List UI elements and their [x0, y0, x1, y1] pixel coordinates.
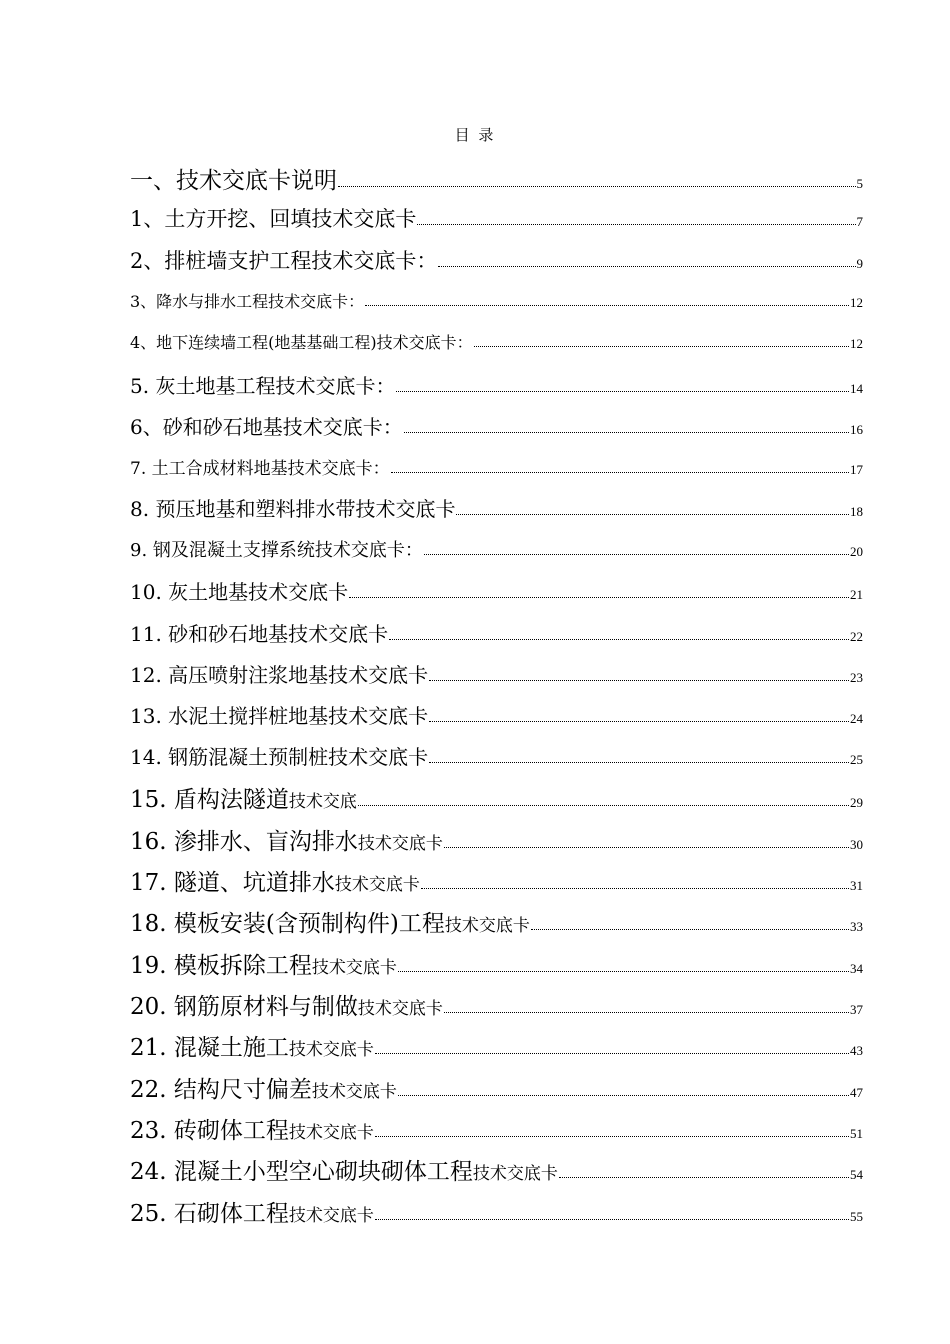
toc-entry[interactable]: [130, 203, 863, 233]
toc-entry-label: 13. 水泥土搅拌桩地基技术交底卡: [130, 704, 429, 728]
toc-entry-label: 16. 渗排水、盲沟排水: [130, 829, 358, 855]
toc-entry-suffix: 技术交底卡: [288, 1123, 374, 1143]
toc-entry-label: 3、降水与排水工程技术交底卡：: [130, 292, 365, 311]
toc-entry-suffix: 技术交底卡: [288, 1040, 374, 1060]
dot-leader: [421, 887, 849, 889]
dot-leader: [358, 804, 849, 806]
toc-entry-label: 19. 模板拆除工程: [130, 953, 312, 979]
dot-leader: [391, 471, 849, 473]
toc-entry[interactable]: [130, 1029, 863, 1062]
dot-leader: [429, 761, 849, 763]
toc-entry-label: 9. 钢及混凝土支撑系统技术交底卡：: [130, 540, 423, 561]
toc-entry-page-number: 43: [850, 1043, 863, 1058]
toc-entry-page-number: 29: [850, 795, 863, 810]
toc-entry-suffix: 技术交底卡: [334, 875, 420, 895]
toc-entry-page-number: 5: [856, 176, 863, 191]
toc-entry-label: 12. 高压喷射注浆地基技术交底卡: [130, 663, 429, 687]
toc-entry-page-number: 25: [850, 752, 863, 767]
toc-entry-page-number: 12: [850, 336, 863, 351]
dot-leader: [365, 304, 849, 306]
toc-entry-page-number: 47: [850, 1085, 863, 1100]
dot-leader: [456, 513, 849, 515]
toc-entry-page-number: 9: [856, 256, 863, 271]
dot-leader: [338, 185, 856, 187]
toc-entry-label: 23. 砖砌体工程: [130, 1118, 289, 1144]
toc-entry-page-number: 24: [850, 711, 863, 726]
toc-entry-label: 15. 盾构法隧道: [130, 787, 289, 813]
toc-entry-suffix: 技术交底卡: [357, 834, 443, 854]
toc-entry[interactable]: [130, 864, 863, 897]
toc-entry[interactable]: [130, 162, 863, 195]
toc-entry-page-number: 7: [856, 214, 863, 229]
toc-entry-label: 1、土方开挖、回填技术交底卡: [130, 207, 417, 231]
toc-entry[interactable]: [130, 618, 863, 647]
toc-entry-suffix: 技术交底卡: [311, 1082, 397, 1102]
toc-entry-page-number: 23: [850, 670, 863, 685]
dot-leader: [429, 679, 849, 681]
toc-entry-suffix: 技术交底卡: [444, 916, 530, 936]
toc-entry-label: 6、砂和砂石地基技术交底卡：: [130, 415, 403, 439]
toc-entry-label: 25. 石砌体工程: [130, 1201, 289, 1227]
toc-entry-page-number: 31: [850, 878, 863, 893]
toc-entry[interactable]: [130, 370, 863, 399]
toc-entry[interactable]: [130, 947, 863, 980]
toc-entry-label: 8. 预压地基和塑料排水带技术交底卡: [130, 497, 456, 521]
dot-leader: [396, 390, 849, 392]
dot-leader: [398, 970, 849, 972]
toc-entry-suffix: 技术交底: [288, 792, 357, 812]
toc-entry-label: 17. 隧道、坑道排水: [130, 870, 335, 896]
toc-entry[interactable]: [130, 1112, 863, 1145]
dot-leader: [424, 553, 849, 555]
toc-entry[interactable]: [130, 245, 863, 275]
toc-entry-label: 4、地下连续墙工程(地基基础工程)技术交底卡：: [130, 333, 473, 352]
toc-entry-label: 22. 结构尺寸偏差: [130, 1077, 312, 1103]
toc-entry[interactable]: [130, 659, 863, 688]
toc-entry[interactable]: [130, 411, 863, 440]
toc-entry-page-number: 54: [850, 1167, 863, 1182]
toc-entry-page-number: 34: [850, 961, 863, 976]
toc-entry[interactable]: [130, 1071, 863, 1104]
toc-entry-page-number: 17: [850, 462, 863, 477]
dot-leader: [444, 1011, 849, 1013]
toc-entry-suffix: 技术交底卡: [472, 1164, 558, 1184]
dot-leader: [404, 431, 849, 433]
toc-entry-page-number: 55: [850, 1209, 863, 1224]
dot-leader: [444, 846, 849, 848]
toc-entry-label: 5. 灰土地基工程技术交底卡：: [130, 374, 396, 398]
toc-entry[interactable]: [130, 700, 863, 729]
dot-leader: [559, 1176, 849, 1178]
toc-entry-label: 一、技术交底卡说明: [130, 168, 337, 194]
dot-leader: [429, 720, 849, 722]
toc-entry[interactable]: [130, 1195, 863, 1228]
toc-entry-label: 21. 混凝土施工: [130, 1035, 289, 1061]
dot-leader: [375, 1052, 849, 1054]
toc-entry-page-number: 16: [850, 422, 863, 437]
toc-entry[interactable]: [130, 905, 863, 938]
toc-entry-page-number: 14: [850, 381, 863, 396]
toc-entry-label: 24. 混凝土小型空心砌块砌体工程: [130, 1159, 473, 1185]
toc-entry-label: 10. 灰土地基技术交底卡: [130, 580, 349, 604]
toc-entry[interactable]: [130, 454, 863, 479]
toc-entry-page-number: 18: [850, 504, 863, 519]
toc-entry-label: 2、排桩墙支护工程技术交底卡：: [130, 249, 438, 273]
toc-entry[interactable]: [130, 330, 863, 353]
toc-entry-page-number: 12: [850, 295, 863, 310]
toc-entry-label: 14. 钢筋混凝土预制桩技术交底卡: [130, 745, 429, 769]
dot-leader: [375, 1218, 849, 1220]
dot-leader: [438, 265, 855, 267]
toc-entry-page-number: 37: [850, 1002, 863, 1017]
toc-entry-label: 20. 钢筋原材料与制做: [130, 994, 358, 1020]
toc-entry[interactable]: [130, 576, 863, 605]
dot-leader: [398, 1094, 849, 1096]
toc-entry-label: 7. 土工合成材料地基技术交底卡：: [130, 459, 390, 479]
toc-entry-label: 18. 模板安装(含预制构件)工程: [130, 911, 445, 937]
toc-entry[interactable]: [130, 823, 863, 856]
toc-entry-suffix: 技术交底卡: [311, 958, 397, 978]
dot-leader: [375, 1135, 849, 1137]
toc-entry-page-number: 20: [850, 544, 863, 559]
toc-entry[interactable]: [130, 988, 863, 1021]
toc-entry-page-number: 21: [850, 587, 863, 602]
page-title: 目 录: [454, 126, 496, 144]
toc-entry-suffix: 技术交底卡: [288, 1206, 374, 1226]
toc-entry-page-number: 51: [850, 1126, 863, 1141]
toc-entry[interactable]: [130, 781, 863, 814]
toc-entry[interactable]: [130, 536, 863, 562]
dot-leader: [349, 596, 849, 598]
toc-entry-page-number: 30: [850, 837, 863, 852]
dot-leader: [531, 928, 849, 930]
toc-entry[interactable]: [130, 741, 863, 770]
toc-entry[interactable]: [130, 289, 863, 312]
toc-entry-label: 11. 砂和砂石地基技术交底卡: [130, 622, 389, 646]
toc-entry-suffix: 技术交底卡: [357, 999, 443, 1019]
toc-entry[interactable]: [130, 1153, 863, 1186]
toc-entry-page-number: 22: [850, 629, 863, 644]
dot-leader: [389, 638, 849, 640]
dot-leader: [417, 223, 855, 225]
toc-entry[interactable]: [130, 493, 863, 522]
toc-entry-page-number: 33: [850, 919, 863, 934]
dot-leader: [474, 345, 849, 347]
